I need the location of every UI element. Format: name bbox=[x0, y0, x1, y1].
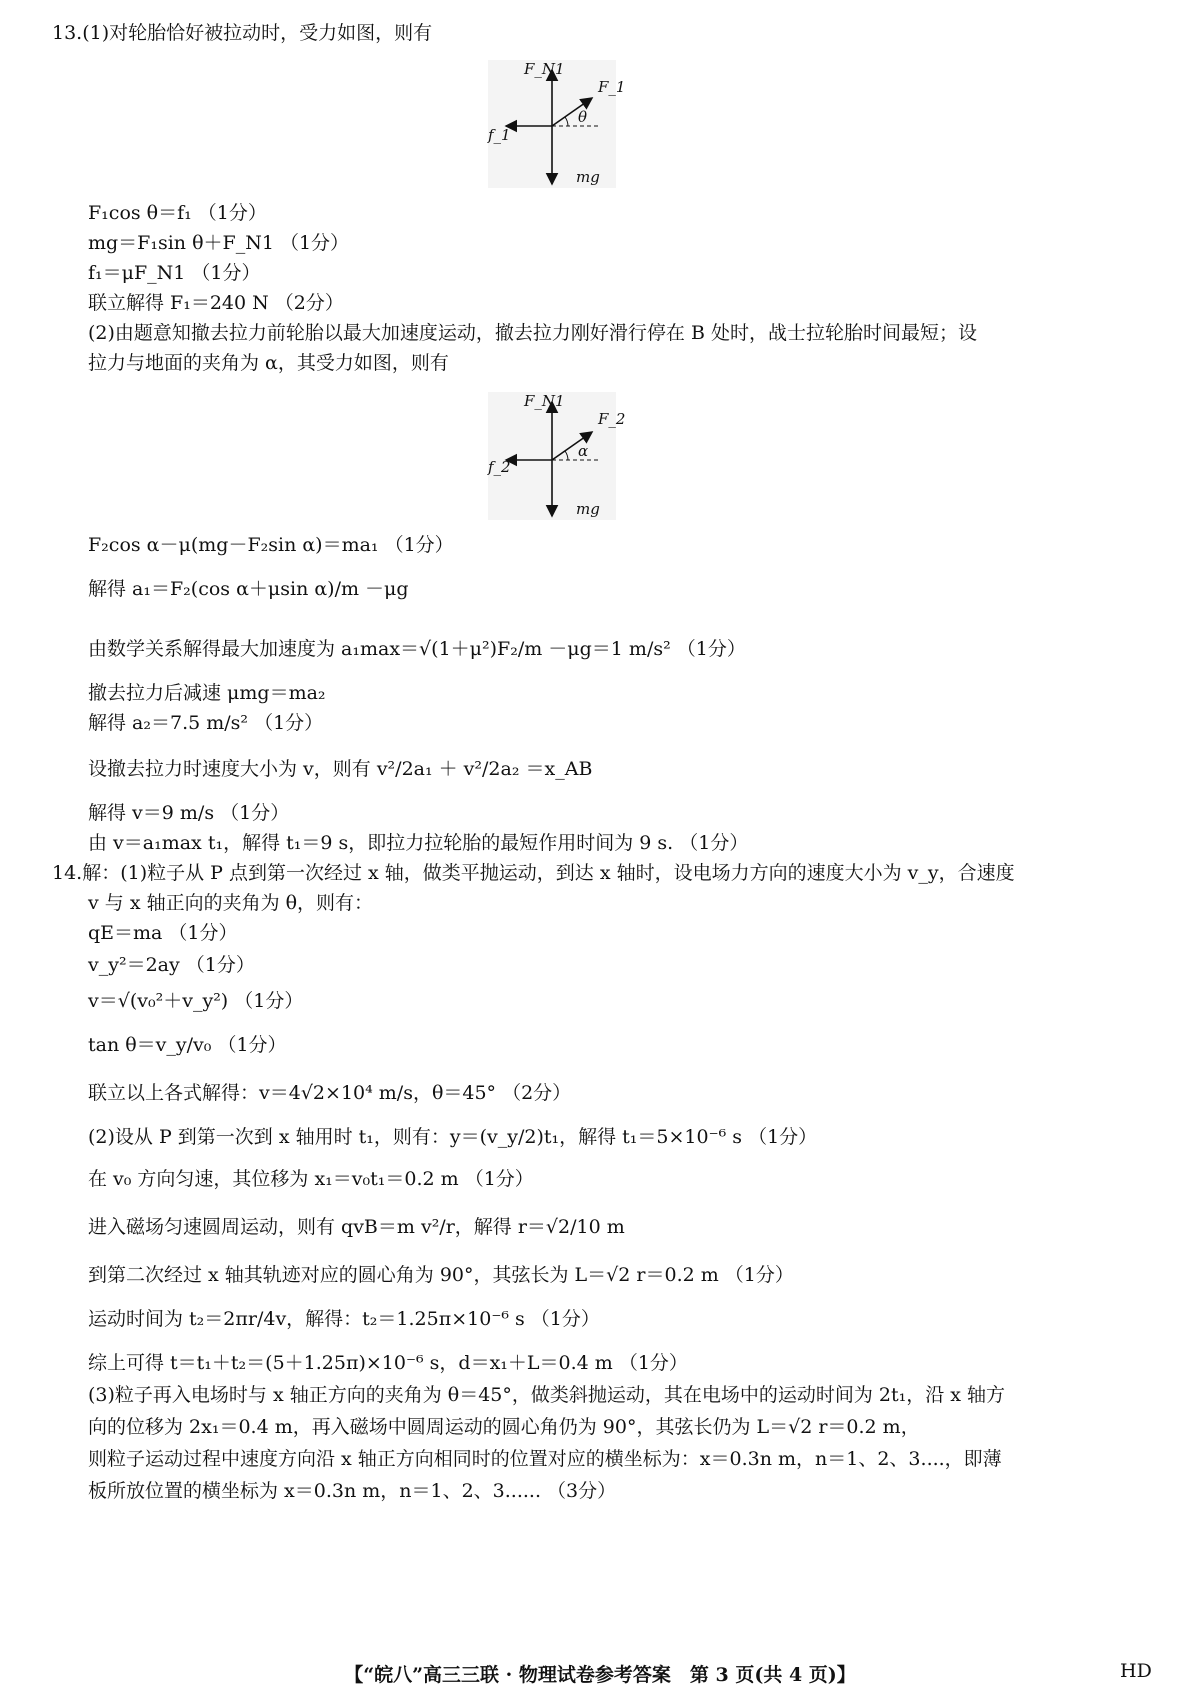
q14-line5: v＝√(v₀²＋v_y²) （1分） bbox=[88, 990, 304, 1012]
q13-eq2: mg＝F₁sin θ＋F_N1 （1分） bbox=[88, 232, 350, 254]
label-fn1: F_N1 bbox=[524, 60, 565, 78]
footer-code: HD bbox=[1120, 1660, 1152, 1682]
q14-line2: v 与 x 轴正向的夹角为 θ，则有： bbox=[88, 892, 374, 914]
q13-eq12: 由 v＝a₁max t₁，解得 t₁＝9 s，即拉力拉轮胎的最短作用时间为 9 s. （1分） bbox=[88, 832, 749, 854]
label-theta: θ bbox=[578, 108, 588, 126]
q14-line16: 则粒子运动过程中速度方向沿 x 轴正方向相同时的位置对应的横坐标为：x＝0.3n m，n＝1、2、3....，即薄 bbox=[88, 1448, 1002, 1470]
page-footer: 【“皖八”高三三联 · 物理试卷参考答案 第 3 页(共 4 页)】 bbox=[344, 1664, 856, 1686]
q13-eq4: 联立解得 F₁＝240 N （2分） bbox=[88, 292, 344, 314]
force-diagram-2 bbox=[488, 392, 626, 520]
label-mg2: mg bbox=[576, 500, 600, 518]
label-fric2: f_2 bbox=[488, 458, 511, 476]
label-f1: F_1 bbox=[598, 78, 626, 96]
q13-part2-line2: 拉力与地面的夹角为 α，其受力如图，则有 bbox=[88, 352, 449, 374]
force-diagram-1 bbox=[488, 60, 626, 188]
q14-line12: 运动时间为 t₂＝2πr/4v，解得：t₂＝1.25π×10⁻⁶ s （1分） bbox=[88, 1308, 600, 1330]
q13-eq11: 解得 v＝9 m/s （1分） bbox=[88, 802, 290, 824]
q14-line1: 14.解：(1)粒子从 P 点到第一次经过 x 轴，做类平抛运动，到达 x 轴时，设电场力方向的速度大小为 v_y，合速度 bbox=[52, 862, 1015, 884]
label-alpha: α bbox=[578, 442, 589, 460]
label-fric1: f_1 bbox=[488, 126, 511, 144]
q13-eq1: F₁cos θ＝f₁ （1分） bbox=[88, 202, 267, 224]
q13-eq6: 解得 a₁＝F₂(cos α＋μsin α)/m －μg bbox=[88, 578, 409, 600]
label-mg1: mg bbox=[576, 168, 600, 186]
q13-eq5: F₂cos α－μ(mg－F₂sin α)＝ma₁ （1分） bbox=[88, 534, 454, 556]
label-fn1-b: F_N1 bbox=[524, 392, 565, 410]
q13-eq8: 撤去拉力后减速 μmg＝ma₂ bbox=[88, 682, 326, 704]
q14-line13: 综上可得 t＝t₁＋t₂＝(5＋1.25π)×10⁻⁶ s，d＝x₁＋L＝0.4 m （1分） bbox=[88, 1352, 688, 1374]
q14-line8: (2)设从 P 到第一次到 x 轴用时 t₁，则有：y＝(v_y/2)t₁，解得 t₁＝5×10⁻⁶ s （1分） bbox=[88, 1126, 818, 1148]
q13-part2-line1: (2)由题意知撤去拉力前轮胎以最大加速度运动，撤去拉力刚好滑行停在 B 处时，战士拉轮胎时间最短；设 bbox=[88, 322, 977, 344]
q13-eq10: 设撤去拉力时速度大小为 v，则有 v²/2a₁ ＋ v²/2a₂ ＝x_AB bbox=[88, 758, 593, 780]
q14-line9: 在 v₀ 方向匀速，其位移为 x₁＝v₀t₁＝0.2 m （1分） bbox=[88, 1168, 534, 1190]
q14-line15: 向的位移为 2x₁＝0.4 m，再入磁场中圆周运动的圆心角仍为 90°，其弦长仍为 L＝√2 r＝0.2 m， bbox=[88, 1416, 920, 1438]
q14-line14: (3)粒子再入电场时与 x 轴正方向的夹角为 θ＝45°，做类斜抛运动，其在电场中的运动时间为 2t₁，沿 x 轴方 bbox=[88, 1384, 1006, 1406]
q13-eq7: 由数学关系解得最大加速度为 a₁max＝√(1＋μ²)F₂/m －μg＝1 m/s² （1分） bbox=[88, 638, 746, 660]
q14-line10: 进入磁场匀速圆周运动，则有 qvB＝m v²/r，解得 r＝√2/10 m bbox=[88, 1216, 625, 1238]
label-f2: F_2 bbox=[598, 410, 626, 428]
q14-line3: qE＝ma （1分） bbox=[88, 922, 238, 944]
q14-line6: tan θ＝v_y/v₀ （1分） bbox=[88, 1034, 287, 1056]
q14-line11: 到第二次经过 x 轴其轨迹对应的圆心角为 90°，其弦长为 L＝√2 r＝0.2 m （1分） bbox=[88, 1264, 794, 1286]
q13-eq9: 解得 a₂＝7.5 m/s² （1分） bbox=[88, 712, 324, 734]
q13-part1-title: 13.(1)对轮胎恰好被拉动时，受力如图，则有 bbox=[52, 22, 433, 44]
q14-line17: 板所放位置的横坐标为 x＝0.3n m，n＝1、2、3...... （3分） bbox=[88, 1480, 617, 1502]
q14-line7: 联立以上各式解得：v＝4√2×10⁴ m/s，θ＝45° （2分） bbox=[88, 1082, 572, 1104]
q14-line4: v_y²＝2ay （1分） bbox=[88, 954, 255, 976]
q13-eq3: f₁＝μF_N1 （1分） bbox=[88, 262, 261, 284]
